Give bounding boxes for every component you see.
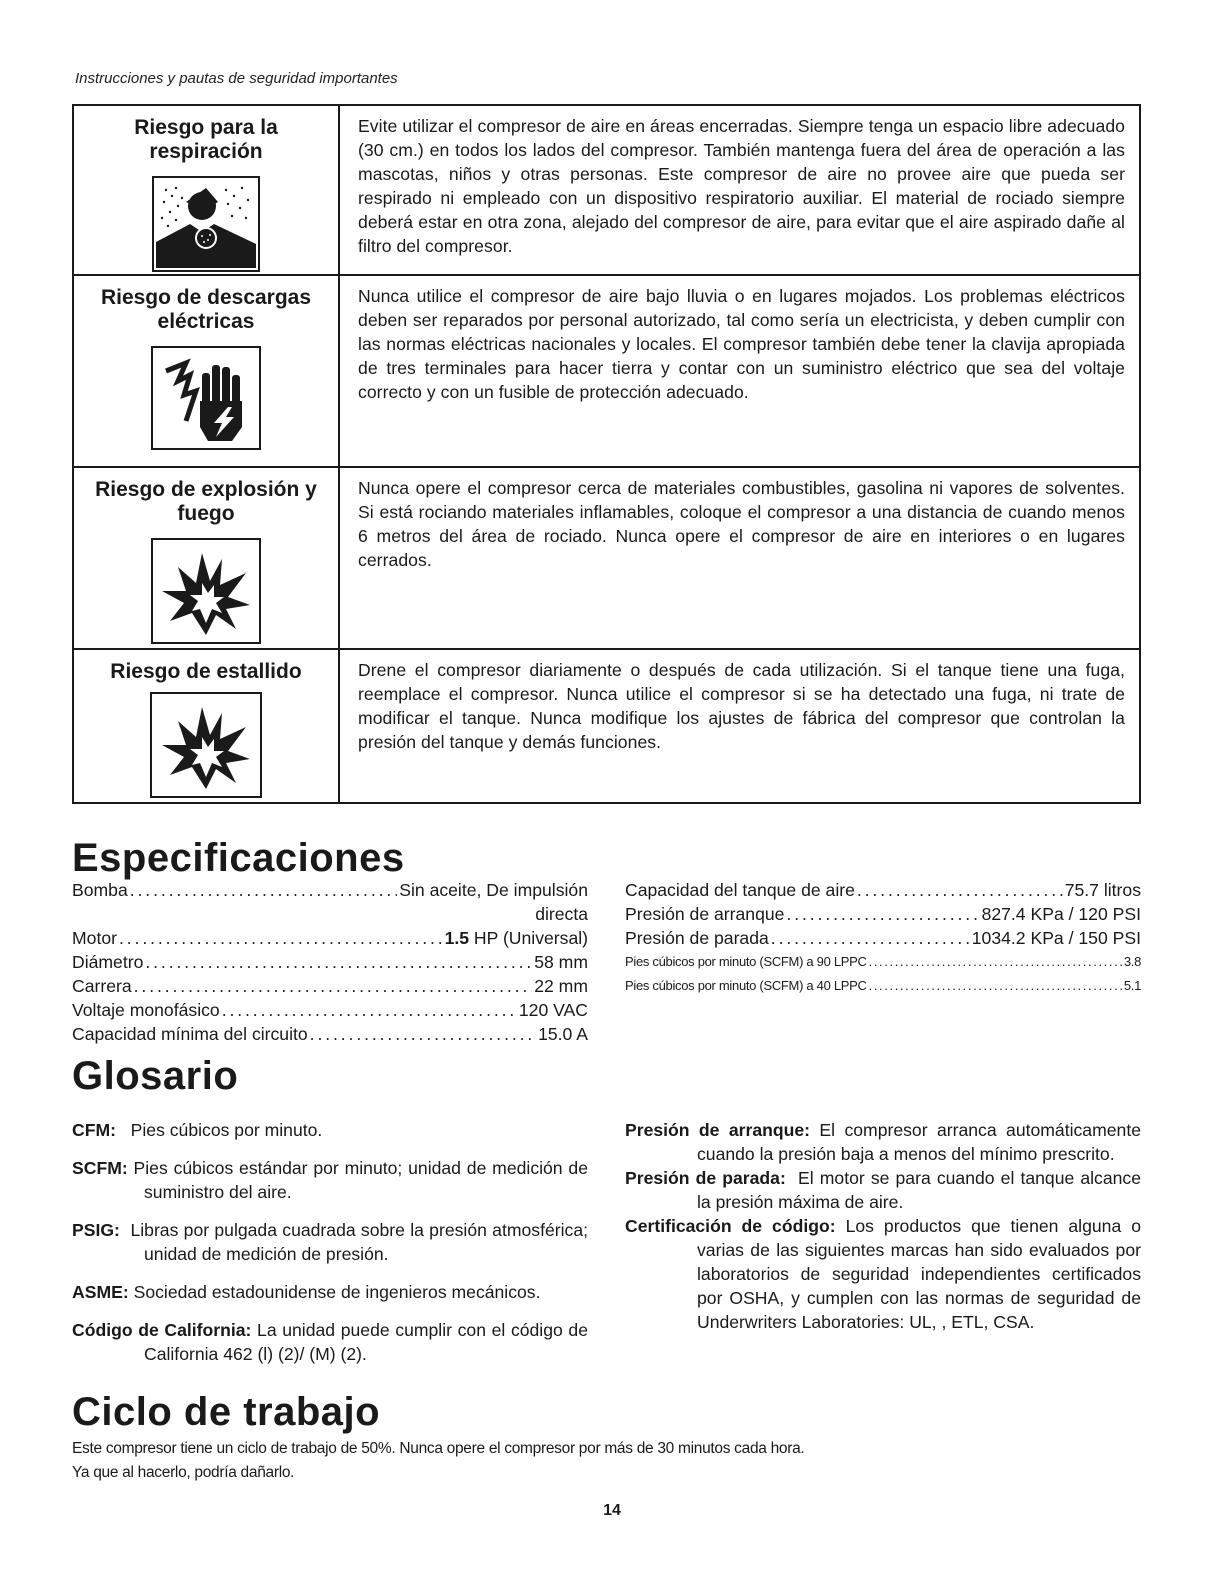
spec-row [72,998,588,1022]
hazard-description: Nunca opere el compresor cerca de materiales combustibles, gasolina ni vapores de solventes. Si está rociando materiales inflamables, coloque el compresor a una distancia de cuando menos 6 metros del área de rociado. Nunca opere el compresor de aire en interiores o en lugares cerrados. [358,478,1125,570]
spec-value: 827.4 KPa / 120 PSI [981,904,1141,924]
specs-title: Especificaciones [72,836,405,880]
glossary-term: Certificación de código: [625,1216,836,1236]
spec-row [72,878,588,902]
hazard-title: Riesgo de explosión y fuego [95,478,317,525]
specs-right-column [625,878,1141,998]
glossary-term: Código de California: [72,1320,252,1340]
duty-cycle-text [72,1437,804,1485]
hazard-description: Nunca utilice el compresor de aire bajo lluvia o en lugares mojados. Los problemas eléctricos deben ser reparados por personal autorizado, tal como sería un electricista, y deben cumplir con las normas eléctricas nacionales y locales. El compresor también debe tener la clavija apropiada de tres terminales para hacer tierra y contar con un suministro eléctrico que sea del voltaje correcto y con un fusible de protección adecuado. [358,286,1125,402]
spec-label: Pies cúbicos por minuto (SCFM) a 40 LPPC [625,978,867,993]
hazard-label-cell [74,106,340,274]
spec-row [625,974,1141,998]
spec-value-bold: 1.5 [444,928,470,948]
spec-value: 58 mm [534,952,588,972]
respiratory-hazard-icon [152,176,260,272]
glossary-definition: El compresor arranca automáticamente cuando la presión baja a menos del mínimo prescrito. [697,1120,1141,1164]
glossary-definition: El motor se para cuando el tanque alcance la presión máxima de aire. [697,1168,1141,1212]
spec-value: 15.0 A [538,1024,588,1044]
glossary-left-column [72,1118,588,1380]
glossary-term: ASME: [72,1282,129,1302]
hazard-description: Drene el compresor diariamente o después de cada utilización. Si el tanque tiene una fuga, reemplace el compresor. Nunca utilice el compresor si se ha detectado una fuga, ni trate de modificar el tanque. Nunca modifique los ajustes de fábrica del compresor que controlan la presión del tanque y demás funciones. [358,660,1125,752]
hazard-row-electric [74,276,1139,468]
spec-value: Sin aceite, De impulsión [399,880,588,900]
duty-cycle-line: Ya que al hacerlo, podría dañarlo. [72,1464,295,1481]
glossary-item [72,1280,588,1304]
spec-label: Capacidad del tanque de aire [625,880,855,900]
spec-label: Diámetro [72,952,144,972]
spec-label: Voltaje monofásico [72,1000,220,1020]
spec-value: 5.1 [1123,978,1141,993]
glossary-item [625,1118,1141,1166]
glossary-definition: Sociedad estadounidense de ingenieros mecánicos. [133,1282,541,1302]
glossary-item [72,1218,588,1266]
spec-value: 75.7 litros [1064,880,1141,900]
glossary-definition: Pies cúbicos estándar por minuto; unidad de medición de suministro del aire. [133,1158,588,1202]
glossary-definition: La unidad puede cumplir con el código de California 462 (l) (2)/ (M) (2). [144,1320,588,1364]
spec-value: 1034.2 KPa / 150 PSI [971,928,1141,948]
hazard-description: Evite utilizar el compresor de aire en áreas encerradas. Siempre tenga un espacio libre adecuado (30 cm.) en todos los lados del compresor. También mantenga fuera del área de operación a las mascotas, niños y otras personas. Este compresor de aire no provee aire que pueda ser respirado ni empleado con un dispositivo respiratorio auxiliar. El material de rociado siempre deberá estar en otra zona, alejado del compresor de aire, para evitar que el aire aspirado dañe al filtro del compresor. [358,116,1125,256]
spec-row [625,926,1141,950]
electric-shock-icon [151,346,261,450]
spec-value-continuation: directa [535,904,588,924]
page-header-note: Instrucciones y pautas de seguridad importantes [75,70,398,87]
spec-label: Presión de parada [625,928,769,948]
hazard-table [72,104,1141,804]
spec-label: Pies cúbicos por minuto (SCFM) a 90 LPPC [625,954,867,969]
spec-value: 22 mm [534,976,588,996]
hazard-title: Riesgo de estallido [110,660,302,683]
hazard-title: Riesgo para la respiración [134,116,278,163]
spec-row [625,950,1141,974]
spec-label: Presión de arranque [625,904,785,924]
spec-row [72,950,588,974]
spec-value [445,926,588,950]
glossary-item [72,1118,588,1142]
hazard-label-cell [74,468,340,648]
spec-value: 3.8 [1123,954,1141,969]
spec-label: Carrera [72,976,132,996]
explosion-icon [151,538,261,644]
glossary-term: PSIG: [72,1220,120,1240]
glossary-item [625,1214,1141,1334]
hazard-title: Riesgo de descargas eléctricas [100,286,312,333]
spec-label: Capacidad mínima del circuito [72,1024,308,1044]
burst-icon [150,692,262,798]
glossary-right-column [625,1118,1141,1334]
glossary-term: Presión de parada: [625,1168,786,1188]
spec-row [72,1022,588,1046]
page-number: 14 [603,1502,621,1519]
hazard-row-explosion [74,468,1139,650]
glossary-definition: Libras por pulgada cuadrada sobre la presión atmosférica; unidad de medición de presión. [130,1220,588,1264]
specs-left-column [72,878,588,1046]
glossary-definition: Los productos que tienen alguna o varias de las siguientes marcas han sido evaluados por laboratorios de seguridad independientes certificados por OSHA, y cumplen con las normas de seguridad de Underwriters Laboratories: UL, , ETL, CSA. [697,1216,1141,1332]
duty-cycle-title: Ciclo de trabajo [72,1390,381,1434]
hazard-row-respiration [74,106,1139,276]
glossary-term: SCFM: [72,1158,128,1178]
glossary-title: Glosario [72,1054,239,1098]
spec-row [72,926,588,950]
spec-label: Motor [72,928,117,948]
hazard-label-cell [74,276,340,466]
glossary-item [72,1318,588,1366]
spec-label: Bomba [72,880,128,900]
glossary-definition: Pies cúbicos por minuto. [130,1120,323,1140]
spec-row [72,974,588,998]
spec-row [625,902,1141,926]
spec-value-rest: HP (Universal) [469,928,588,948]
glossary-item [625,1166,1141,1214]
spec-row [625,878,1141,902]
glossary-term: CFM: [72,1120,116,1140]
hazard-row-burst [74,650,1139,802]
duty-cycle-line: Este compresor tiene un ciclo de trabajo de 50%. Nunca opere el compresor por más de 30 minutos cada hora. [72,1440,805,1457]
spec-value: 120 VAC [518,1000,588,1020]
glossary-item [72,1156,588,1204]
hazard-label-cell [74,650,340,802]
glossary-term: Presión de arranque: [625,1120,811,1140]
